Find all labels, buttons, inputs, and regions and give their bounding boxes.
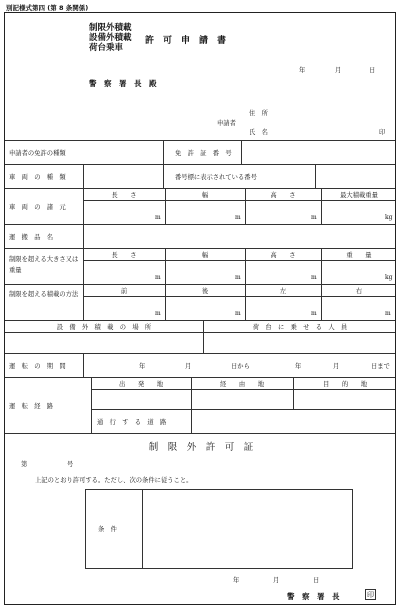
method-unit: m bbox=[385, 310, 391, 317]
period-month-from: 月 bbox=[185, 362, 192, 370]
conditions-divider bbox=[142, 490, 143, 568]
rule bbox=[245, 188, 246, 224]
route-col-departure: 出 発 地 bbox=[118, 380, 164, 388]
rule bbox=[191, 377, 192, 409]
method-col-front: 前 bbox=[120, 287, 128, 295]
rule bbox=[5, 332, 395, 333]
applicant-label: 申請者 bbox=[217, 120, 236, 127]
route-col-via: 経 由 地 bbox=[219, 380, 265, 388]
rule bbox=[91, 389, 395, 390]
spec-unit: kg bbox=[385, 214, 393, 221]
license-type-label: 申請者の免許の種類 bbox=[9, 149, 66, 157]
permit-title: 制 限 外 許 可 証 bbox=[148, 442, 254, 453]
spec-unit: m bbox=[235, 214, 241, 221]
period-year-from: 年 bbox=[139, 362, 146, 370]
over-method-label: 制限を超える積載の方法 bbox=[9, 291, 79, 298]
rule bbox=[83, 260, 395, 261]
permit-seal: 印 bbox=[367, 590, 374, 599]
cargo-label: 運 搬 品 名 bbox=[9, 233, 54, 241]
title-line-3: 荷台乗車 bbox=[89, 43, 124, 53]
passengers-label: 荷 台 に 乗 せ る 人 員 bbox=[252, 323, 348, 331]
route-label: 運 転 経 路 bbox=[9, 402, 54, 410]
spec-col-length: 長 さ bbox=[111, 191, 137, 199]
applicant-seal: 印 bbox=[379, 129, 386, 136]
header-day: 日 bbox=[369, 67, 376, 74]
address-label: 住 所 bbox=[249, 110, 268, 117]
over-unit: m bbox=[155, 274, 161, 281]
period-year-to: 年 bbox=[295, 362, 302, 370]
vehicle-kind-label: 車 両 の 種 類 bbox=[9, 173, 66, 181]
rule bbox=[5, 224, 395, 225]
permit-number-label: 第 bbox=[21, 461, 28, 468]
over-col-width: 幅 bbox=[201, 251, 209, 259]
rule bbox=[315, 164, 316, 188]
rule bbox=[293, 377, 294, 409]
rule bbox=[83, 353, 84, 377]
permit-notice: 上記のとおり許可する。ただし、次の条件に従うこと。 bbox=[35, 477, 193, 484]
rule bbox=[165, 188, 166, 224]
place-label: 設 備 外 積 載 の 場 所 bbox=[56, 323, 152, 331]
rule bbox=[191, 409, 192, 433]
rule bbox=[83, 224, 84, 248]
road-label: 通 行 す る 道 路 bbox=[97, 418, 167, 426]
over-unit: kg bbox=[385, 274, 393, 281]
header-year: 年 bbox=[299, 67, 306, 74]
license-number-label: 免 許 証 番 号 bbox=[175, 149, 232, 157]
method-col-rear: 後 bbox=[201, 287, 209, 295]
method-unit: m bbox=[235, 310, 241, 317]
conditions-box bbox=[85, 489, 353, 569]
rule bbox=[163, 140, 164, 164]
over-unit: m bbox=[311, 274, 317, 281]
form-reference: 別記様式第四 (第 8 条関係) bbox=[6, 4, 89, 12]
permit-application-form bbox=[4, 12, 396, 605]
rule bbox=[83, 164, 84, 188]
method-unit: m bbox=[311, 310, 317, 317]
rule bbox=[163, 164, 164, 188]
header-month: 月 bbox=[335, 67, 342, 74]
over-col-length: 長 さ bbox=[111, 251, 137, 259]
name-label: 氏 名 bbox=[249, 129, 268, 136]
plate-number-label: 番号標に表示されている番号 bbox=[175, 173, 257, 181]
method-unit: m bbox=[155, 310, 161, 317]
period-label: 運 転 の 期 間 bbox=[9, 362, 66, 370]
title-line-1: 制限外積載 bbox=[89, 23, 132, 33]
period-day-from: 日から bbox=[231, 362, 250, 370]
method-col-right: 右 bbox=[355, 287, 363, 295]
over-col-weight: 重 量 bbox=[346, 251, 372, 259]
conditions-label: 条 件 bbox=[98, 526, 117, 533]
spec-col-max-load: 最大積載重量 bbox=[340, 191, 378, 199]
spec-col-height: 高 さ bbox=[270, 191, 296, 199]
period-day-to: 日まで bbox=[371, 362, 390, 370]
route-col-destination: 目 的 地 bbox=[322, 380, 368, 388]
rule bbox=[83, 296, 395, 297]
permit-number-suffix: 号 bbox=[67, 461, 74, 468]
over-unit: m bbox=[235, 274, 241, 281]
rule bbox=[5, 433, 395, 434]
spec-col-width: 幅 bbox=[201, 191, 209, 199]
addressee: 警 察 署 長 殿 bbox=[89, 79, 157, 88]
method-col-left: 左 bbox=[279, 287, 287, 295]
spec-unit: m bbox=[155, 214, 161, 221]
permit-month: 月 bbox=[273, 577, 280, 584]
spec-label: 車 両 の 諸 元 bbox=[9, 203, 66, 211]
request-title: 許 可 申 請 書 bbox=[145, 36, 227, 46]
permit-day: 日 bbox=[313, 577, 320, 584]
rule bbox=[83, 200, 395, 201]
spec-unit: m bbox=[311, 214, 317, 221]
period-month-to: 月 bbox=[333, 362, 340, 370]
rule bbox=[241, 140, 242, 164]
police-chief-label: 警 察 署 長 bbox=[287, 592, 340, 601]
over-size-label: 制限を超える大きさ又は重量 bbox=[9, 256, 79, 274]
over-col-height: 高 さ bbox=[270, 251, 296, 259]
permit-year: 年 bbox=[233, 577, 240, 584]
rule bbox=[321, 188, 322, 224]
title-line-2: 設備外積載 bbox=[89, 33, 132, 43]
